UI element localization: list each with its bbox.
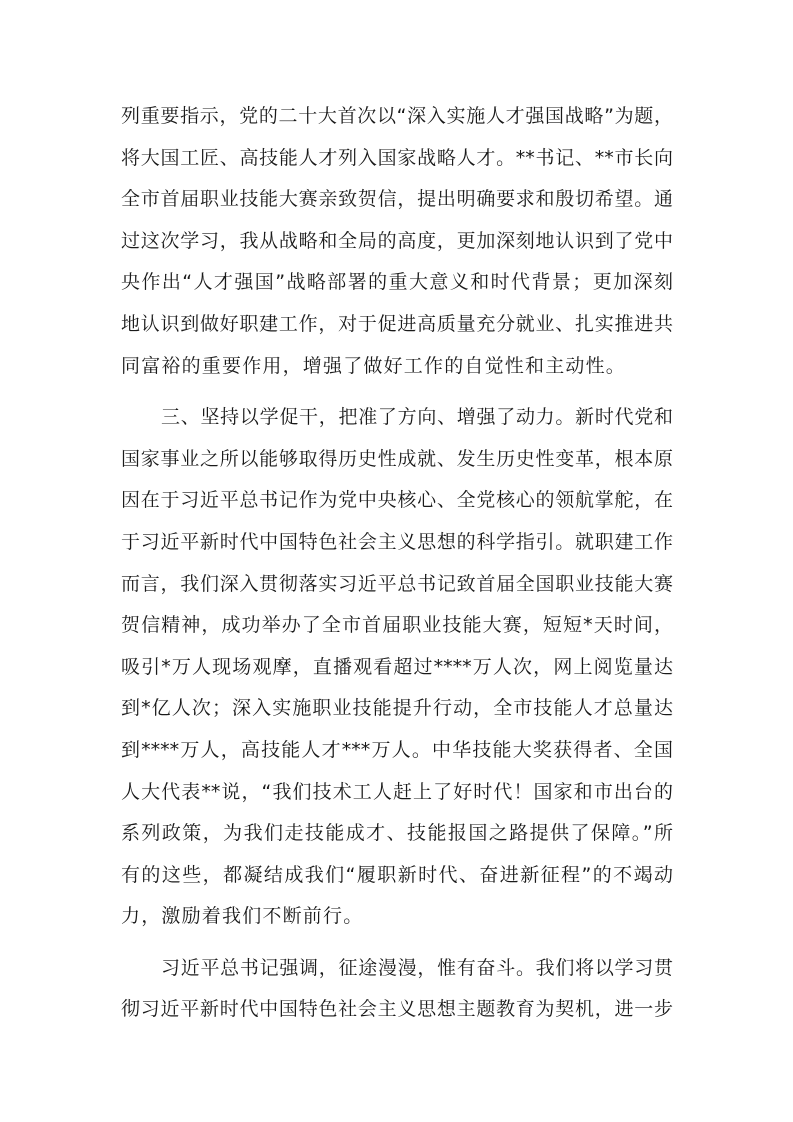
text-line: 到*亿人次；深入实施职业技能提升行动，全市技能人才总量达 — [121, 697, 673, 720]
text-line: 人大代表**说，“我们技术工人赶上了好时代！国家和市出台的 — [121, 780, 673, 803]
text-line: 吸引*万人现场观摩，直播观看超过****万人次，网上阅览量达 — [121, 655, 673, 678]
text-line: 力，激励着我们不断前行。 — [121, 905, 364, 928]
text-line: 过这次学习，我从战略和全局的高度，更加深刻地认识到了党中 — [121, 229, 673, 252]
text-line: 系列政策，为我们走技能成才、技能报国之路提供了保障。”所 — [121, 822, 673, 845]
text-line: 国家事业之所以能够取得历史性成就、发生历史性变革，根本原 — [121, 447, 673, 470]
text-line: 而言，我们深入贯彻落实习近平总书记致首届全国职业技能大赛 — [121, 572, 673, 595]
text-line: 同富裕的重要作用，增强了做好工作的自觉性和主动性。 — [121, 354, 627, 377]
text-line: 有的这些，都凝结成我们“履职新时代、奋进新征程”的不竭动 — [121, 863, 673, 886]
paragraph-3 — [121, 948, 673, 1031]
text-line: 央作出“人才强国”战略部署的重大意义和时代背景；更加深刻 — [121, 271, 673, 294]
paragraph-2 — [121, 397, 673, 938]
text-line: 三、坚持以学促干，把准了方向、增强了动力。新时代党和 — [161, 406, 673, 429]
text-line: 列重要指示，党的二十大首次以“深入实施人才强国战略”为题， — [121, 105, 673, 127]
text-line: 彻习近平新时代中国特色社会主义思想主题教育为契机，进一步 — [121, 998, 673, 1021]
paragraph-1 — [121, 96, 673, 387]
text-line: 习近平总书记强调，征途漫漫，惟有奋斗。我们将以学习贯 — [161, 956, 673, 979]
text-line: 到****万人，高技能人才***万人。中华技能大奖获得者、全国 — [121, 738, 673, 761]
text-line: 将大国工匠、高技能人才列入国家战略人才。**书记、**市长向 — [121, 146, 673, 169]
text-line: 全市首届职业技能大赛亲致贺信，提出明确要求和殷切希望。通 — [121, 188, 673, 211]
text-line: 贺信精神，成功举办了全市首届职业技能大赛，短短*天时间， — [121, 614, 673, 637]
document-body — [121, 96, 673, 1041]
text-line: 于习近平新时代中国特色社会主义思想的科学指引。就职建工作 — [121, 530, 673, 553]
text-line: 因在于习近平总书记作为党中央核心、全党核心的领航掌舵，在 — [121, 489, 673, 512]
text-line: 地认识到做好职建工作，对于促进高质量充分就业、扎实推进共 — [121, 312, 673, 335]
